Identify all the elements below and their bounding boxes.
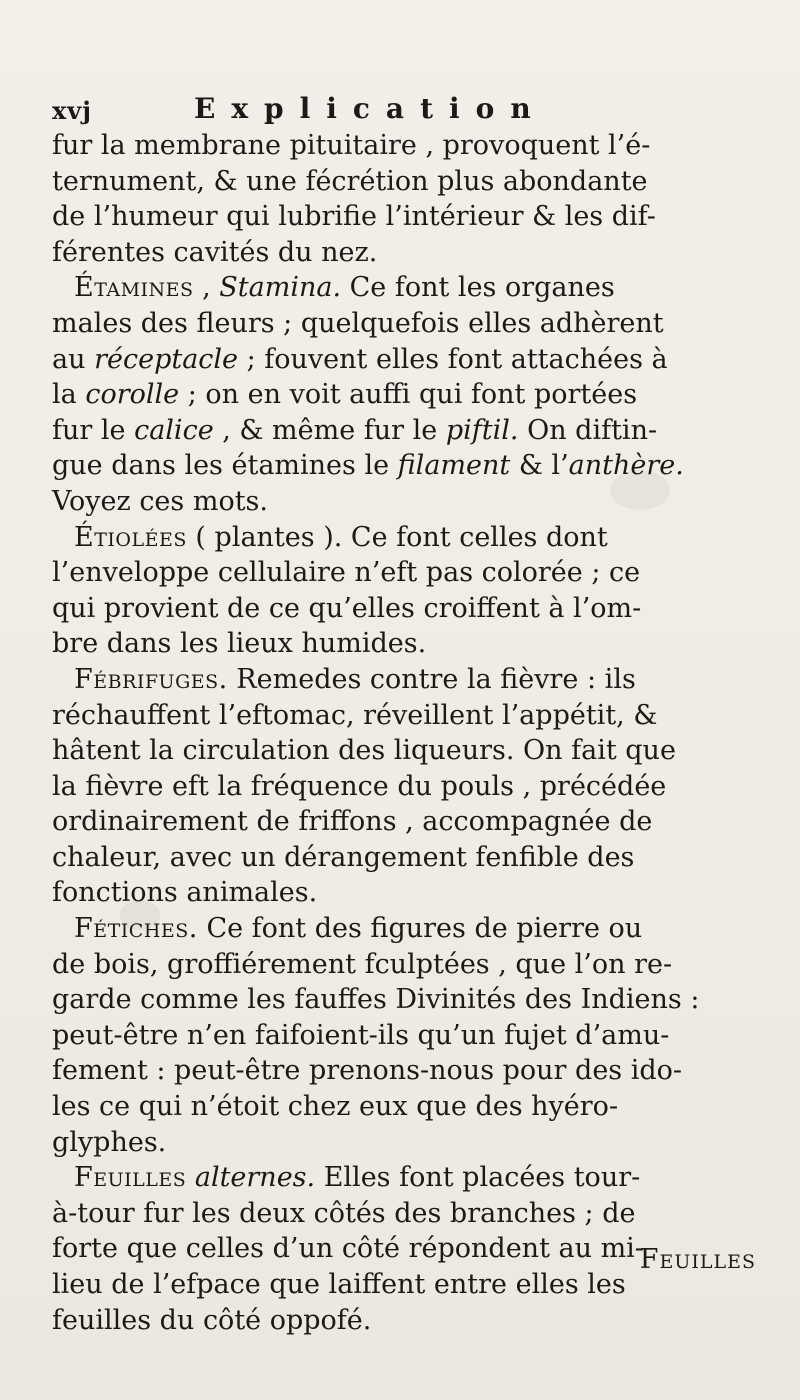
text-run: Ce font des figures de pierre ou [197, 913, 643, 945]
text-run: Voyez ces mots. [52, 485, 268, 517]
text-line [52, 947, 744, 983]
text-run: hâtent la circulation des liqueurs. On fait que [52, 735, 676, 767]
text-line [52, 1018, 744, 1054]
text-run: garde comme les fauffes Divinités des Indiens : [52, 984, 700, 1016]
text-line [52, 342, 744, 378]
text-line [52, 1089, 744, 1125]
text-run: glyphes. [52, 1126, 167, 1158]
text-line [52, 306, 744, 342]
text-line [52, 911, 744, 947]
text-run: & l’ [510, 450, 569, 482]
text-line [52, 769, 744, 805]
text-line [52, 448, 744, 484]
text-run: feuilles du côté oppofé. [52, 1304, 372, 1336]
text-run: Elles font placées tour- [315, 1162, 641, 1194]
text-run: ordinairement de friffons , accompagnée de [52, 806, 653, 838]
text-run: fonctions animales. [52, 877, 318, 909]
text-line [52, 591, 744, 627]
text-line [52, 804, 744, 840]
italic-term: réceptacle [94, 343, 239, 375]
text-run: , [193, 272, 220, 304]
text-run: lieu de l’efpace que laiffent entre elles les [52, 1269, 626, 1300]
paragraph-pituitaire [52, 128, 744, 270]
text-run: males des fleurs ; quelquefois elles adhèrent [52, 307, 664, 339]
text-line [52, 733, 744, 769]
text-run [186, 1162, 195, 1193]
text-line [52, 164, 744, 200]
text-body [52, 128, 744, 1338]
page-header [52, 92, 692, 128]
text-line [52, 555, 744, 591]
italic-term: filament [397, 450, 511, 482]
text-line [52, 484, 744, 520]
text-run: l’enveloppe cellulaire n’eft pas colorée ; ce [52, 557, 641, 589]
text-run: ( plantes ). Ce font celles dont [186, 521, 608, 553]
italic-term: anthère. [568, 450, 684, 482]
text-run: Ce font les organes [341, 272, 615, 304]
entry-headword: Étiolées [74, 521, 187, 553]
italic-term: calice [134, 414, 214, 446]
text-run: forte que celles d’un côté répondent au mi- [52, 1233, 644, 1265]
text-run: bre dans les lieux humides. [52, 628, 427, 660]
text-line [52, 662, 744, 698]
text-run: peut-être n’en faifoient-ils qu’un fujet d’amu- [52, 1019, 670, 1051]
text-run: la fièvre eft la fréquence du pouls , précédée [52, 770, 667, 802]
text-line [52, 270, 744, 306]
paragraph-etiolees [52, 520, 744, 662]
text-run: gue dans les étamines le [52, 450, 398, 482]
running-head: Explication [194, 92, 547, 125]
text-run: , & même fur le [213, 414, 446, 446]
text-line [52, 413, 744, 449]
text-run: ; on en voit auffi qui font portées [179, 379, 638, 411]
italic-term: piftil. [445, 414, 519, 446]
text-run: de l’humeur qui lubrifie l’intérieur & les dif- [52, 201, 656, 233]
text-line [52, 1196, 744, 1232]
text-line [52, 235, 744, 271]
text-line [52, 982, 744, 1018]
entry-headword: Feuilles [74, 1162, 187, 1194]
text-run: On diftin- [518, 414, 658, 446]
text-line [52, 698, 744, 734]
text-run: au [52, 343, 95, 375]
text-line [52, 520, 744, 556]
text-run: fur la membrane pituitaire , provoquent l’é- [52, 130, 651, 161]
text-line [52, 626, 744, 662]
paragraph-etamines [52, 270, 744, 519]
text-run: qui provient de ce qu’elles croiffent à l’om- [52, 592, 642, 624]
text-run: la [52, 379, 86, 411]
text-run: à-tour fur les deux côtés des branches ; de [52, 1197, 636, 1229]
text-line [52, 128, 744, 164]
text-run: ternument, & une fécrétion plus abondante [52, 165, 648, 197]
text-line [52, 1160, 744, 1196]
italic-term: alternes. [194, 1162, 316, 1194]
paragraph-febrifuges [52, 662, 744, 911]
text-line [52, 377, 744, 413]
text-run: de bois, groffiérement fculptées , que l’on re- [52, 948, 673, 980]
entry-headword: Étamines [74, 272, 194, 304]
text-line [52, 199, 744, 235]
text-run: Remedes contre la fièvre : ils [227, 663, 636, 695]
text-run: fement : peut-être prenons-nous pour des ido- [52, 1055, 683, 1087]
text-run: chaleur, avec un dérangement fenfible des [52, 841, 635, 873]
text-line [52, 1303, 744, 1339]
text-line [52, 1053, 744, 1089]
italic-term: corolle [85, 379, 180, 411]
entry-headword: Fétiches. [74, 913, 198, 945]
entry-headword: Fébrifuges. [74, 663, 228, 695]
text-line [52, 840, 744, 876]
page-number: xvj [52, 96, 92, 125]
italic-term: Stamina. [219, 272, 342, 304]
text-line [52, 875, 744, 911]
text-run: férentes cavités du nez. [52, 236, 378, 268]
paragraph-fetiches [52, 911, 744, 1160]
text-run: réchauffent l’eftomac, réveillent l’appétit, & [52, 699, 658, 731]
text-run: les ce qui n’étoit chez eux que des hyéro- [52, 1091, 619, 1123]
text-run: fur le [52, 414, 135, 446]
text-run: ; fouvent elles font attachées à [238, 343, 668, 375]
text-line [52, 1125, 744, 1161]
catchword: Feuilles [639, 1244, 756, 1275]
